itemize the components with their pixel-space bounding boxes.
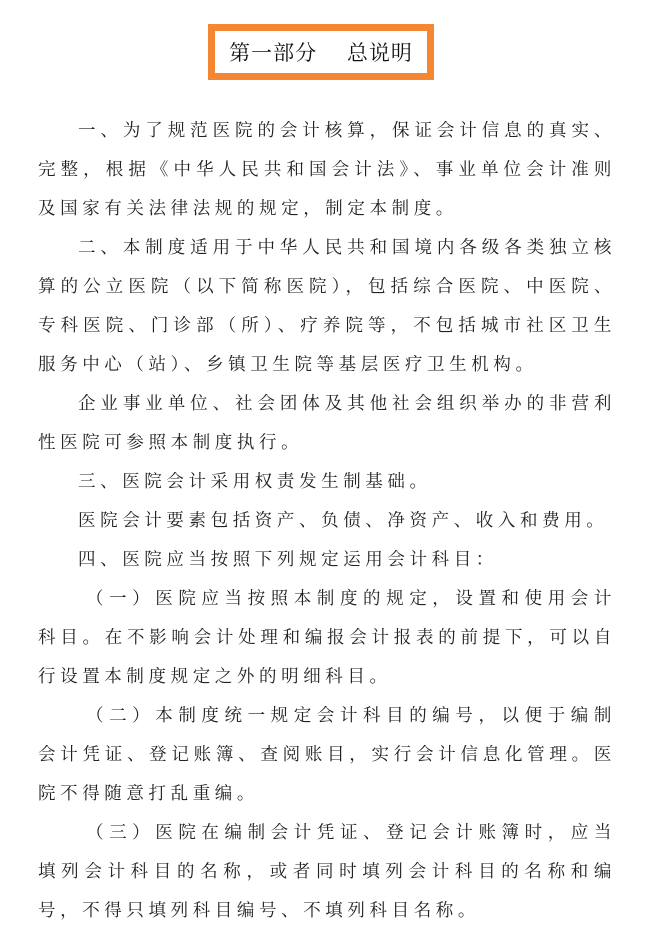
- paragraph-scope: 二、本制度适用于中华人民共和国境内各级各类独立核算的公立医院（以下简称医院），包括综合医院、中医院、专科医院、门诊部（所）、疗养院等，不包括城市社区卫生服务中心（站）、乡镇卫生院等基层医疗卫生机构。: [38, 238, 616, 375]
- paragraph-accrual-basis: 三、医院会计采用权责发生制基础。: [78, 472, 432, 492]
- paragraph-accounting-elements: 医院会计要素包括资产、负债、净资产、收入和费用。: [78, 511, 609, 531]
- paragraph-rule-3: （三）医院在编制会计凭证、登记会计账簿时，应当填列会计科目的名称，或者同时填列会计科目的名称和编号，不得只填列科目编号、不填列科目名称。: [38, 823, 616, 921]
- document-body: [38, 112, 616, 931]
- section-title: 第一部分 总说明: [229, 41, 413, 65]
- section-title-box: [208, 24, 434, 80]
- paragraph-account-rules-heading: 四、医院应当按照下列规定运用会计科目：: [78, 550, 498, 570]
- paragraph-nonprofit: 企业事业单位、社会团体及其他社会组织举办的非营利性医院可参照本制度执行。: [38, 394, 616, 453]
- paragraph-rule-1: （一）医院应当按照本制度的规定，设置和使用会计科目。在不影响会计处理和编报会计报表的前提下，可以自行设置本制度规定之外的明细科目。: [38, 589, 616, 687]
- paragraph-purpose: 一、为了规范医院的会计核算，保证会计信息的真实、完整，根据《中华人民共和国会计法》、事业单位会计准则及国家有关法律法规的规定，制定本制度。: [38, 121, 616, 219]
- paragraph-rule-2: （二）本制度统一规定会计科目的编号，以便于编制会计凭证、登记账簿、查阅账目，实行会计信息化管理。医院不得随意打乱重编。: [38, 706, 616, 804]
